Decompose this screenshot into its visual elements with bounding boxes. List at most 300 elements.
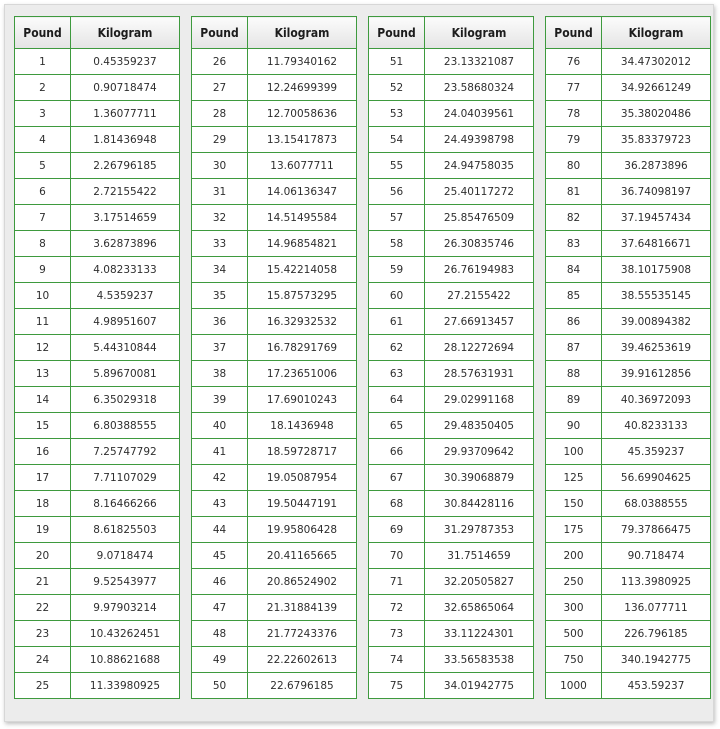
kilogram-cell: 340.1942775 xyxy=(602,647,711,673)
kilogram-cell: 5.44310844 xyxy=(71,335,180,361)
pound-cell: 11 xyxy=(15,309,71,335)
pound-cell: 4 xyxy=(15,127,71,153)
pound-cell: 73 xyxy=(369,621,425,647)
pound-cell: 53 xyxy=(369,101,425,127)
table-row xyxy=(15,465,180,491)
kilogram-cell: 4.98951607 xyxy=(71,309,180,335)
table-row xyxy=(369,153,534,179)
pound-cell: 87 xyxy=(546,335,602,361)
pound-cell: 24 xyxy=(15,647,71,673)
table-row xyxy=(546,387,711,413)
kilogram-cell: 19.95806428 xyxy=(248,517,357,543)
pound-cell: 47 xyxy=(192,595,248,621)
pound-cell: 41 xyxy=(192,439,248,465)
kilogram-cell: 4.08233133 xyxy=(71,257,180,283)
kilogram-cell: 39.91612856 xyxy=(602,361,711,387)
table-row xyxy=(369,387,534,413)
kilogram-cell: 39.00894382 xyxy=(602,309,711,335)
kilogram-cell: 14.51495584 xyxy=(248,205,357,231)
table-row xyxy=(546,75,711,101)
table-row xyxy=(15,49,180,75)
table-row xyxy=(546,413,711,439)
kilogram-cell: 25.85476509 xyxy=(425,205,534,231)
pound-cell: 175 xyxy=(546,517,602,543)
table-row xyxy=(192,205,357,231)
kilogram-cell: 32.65865064 xyxy=(425,595,534,621)
pound-cell: 79 xyxy=(546,127,602,153)
kilogram-cell: 17.69010243 xyxy=(248,387,357,413)
kilogram-cell: 27.66913457 xyxy=(425,309,534,335)
table-row xyxy=(546,257,711,283)
table-row xyxy=(369,257,534,283)
table-row xyxy=(546,595,711,621)
pound-cell: 59 xyxy=(369,257,425,283)
table-row xyxy=(192,569,357,595)
table-row xyxy=(15,439,180,465)
kilogram-cell: 19.50447191 xyxy=(248,491,357,517)
pound-cell: 49 xyxy=(192,647,248,673)
kilogram-cell: 35.38020486 xyxy=(602,101,711,127)
table-row xyxy=(369,231,534,257)
header-row xyxy=(369,17,534,49)
kilogram-cell: 21.31884139 xyxy=(248,595,357,621)
table-row xyxy=(546,283,711,309)
pound-cell: 26 xyxy=(192,49,248,75)
table-row xyxy=(15,257,180,283)
kilogram-cell: 20.41165665 xyxy=(248,543,357,569)
table-row xyxy=(546,205,711,231)
kilogram-cell: 37.64816671 xyxy=(602,231,711,257)
pound-cell: 48 xyxy=(192,621,248,647)
pound-cell: 22 xyxy=(15,595,71,621)
pound-cell: 80 xyxy=(546,153,602,179)
kilogram-cell: 24.49398798 xyxy=(425,127,534,153)
pound-cell: 14 xyxy=(15,387,71,413)
kilogram-cell: 14.06136347 xyxy=(248,179,357,205)
kilogram-cell: 36.2873896 xyxy=(602,153,711,179)
pound-cell: 71 xyxy=(369,569,425,595)
kilogram-cell: 2.26796185 xyxy=(71,153,180,179)
pound-cell: 81 xyxy=(546,179,602,205)
table-row xyxy=(192,127,357,153)
kilogram-cell: 26.76194983 xyxy=(425,257,534,283)
pound-cell: 100 xyxy=(546,439,602,465)
table-row xyxy=(369,101,534,127)
kilogram-cell: 113.3980925 xyxy=(602,569,711,595)
kilogram-cell: 30.84428116 xyxy=(425,491,534,517)
kilogram-column-header: Kilogram xyxy=(248,17,357,49)
conversion-table-block xyxy=(14,16,180,699)
pound-cell: 38 xyxy=(192,361,248,387)
kilogram-cell: 453.59237 xyxy=(602,673,711,699)
kilogram-cell: 90.718474 xyxy=(602,543,711,569)
table-row xyxy=(369,465,534,491)
table-row xyxy=(546,439,711,465)
pound-cell: 43 xyxy=(192,491,248,517)
table-row xyxy=(546,465,711,491)
kilogram-column-header: Kilogram xyxy=(425,17,534,49)
table-row xyxy=(546,127,711,153)
pound-cell: 76 xyxy=(546,49,602,75)
pound-cell: 15 xyxy=(15,413,71,439)
kilogram-cell: 0.90718474 xyxy=(71,75,180,101)
pound-cell: 27 xyxy=(192,75,248,101)
kilogram-cell: 24.04039561 xyxy=(425,101,534,127)
pound-cell: 16 xyxy=(15,439,71,465)
kilogram-cell: 7.71107029 xyxy=(71,465,180,491)
pound-cell: 45 xyxy=(192,543,248,569)
table-row xyxy=(15,127,180,153)
pound-cell: 84 xyxy=(546,257,602,283)
pound-cell: 78 xyxy=(546,101,602,127)
pound-cell: 17 xyxy=(15,465,71,491)
table-row xyxy=(546,543,711,569)
kilogram-cell: 136.077711 xyxy=(602,595,711,621)
kilogram-cell: 14.96854821 xyxy=(248,231,357,257)
pound-cell: 9 xyxy=(15,257,71,283)
table-row xyxy=(15,673,180,699)
table-row xyxy=(192,361,357,387)
kilogram-cell: 8.61825503 xyxy=(71,517,180,543)
kilogram-cell: 3.17514659 xyxy=(71,205,180,231)
pound-cell: 125 xyxy=(546,465,602,491)
pound-cell: 39 xyxy=(192,387,248,413)
pound-cell: 500 xyxy=(546,621,602,647)
table-row xyxy=(369,439,534,465)
kilogram-cell: 34.01942775 xyxy=(425,673,534,699)
pound-column-header: Pound xyxy=(546,17,602,49)
kilogram-cell: 68.0388555 xyxy=(602,491,711,517)
pound-cell: 90 xyxy=(546,413,602,439)
kilogram-cell: 38.55535145 xyxy=(602,283,711,309)
pound-cell: 35 xyxy=(192,283,248,309)
table-row xyxy=(192,101,357,127)
table-row xyxy=(192,465,357,491)
table-row xyxy=(15,543,180,569)
table-row xyxy=(546,309,711,335)
kilogram-cell: 11.79340162 xyxy=(248,49,357,75)
kilogram-cell: 19.05087954 xyxy=(248,465,357,491)
table-row xyxy=(192,413,357,439)
table-row xyxy=(546,647,711,673)
table-row xyxy=(15,179,180,205)
conversion-table-block xyxy=(545,16,711,699)
pound-cell: 34 xyxy=(192,257,248,283)
pound-cell: 44 xyxy=(192,517,248,543)
table-row xyxy=(369,647,534,673)
table-row xyxy=(369,75,534,101)
table-row xyxy=(369,413,534,439)
pound-cell: 68 xyxy=(369,491,425,517)
pound-cell: 66 xyxy=(369,439,425,465)
table-row xyxy=(192,49,357,75)
kilogram-cell: 9.97903214 xyxy=(71,595,180,621)
pound-column-header: Pound xyxy=(192,17,248,49)
table-row xyxy=(15,231,180,257)
kilogram-column-header: Kilogram xyxy=(71,17,180,49)
pound-cell: 70 xyxy=(369,543,425,569)
pound-cell: 60 xyxy=(369,283,425,309)
table-row xyxy=(192,231,357,257)
table-row xyxy=(369,491,534,517)
pound-cell: 54 xyxy=(369,127,425,153)
table-row xyxy=(192,543,357,569)
table-row xyxy=(192,257,357,283)
table-row xyxy=(15,335,180,361)
kilogram-cell: 35.83379723 xyxy=(602,127,711,153)
kilogram-cell: 33.11224301 xyxy=(425,621,534,647)
table-row xyxy=(192,153,357,179)
kilogram-cell: 4.5359237 xyxy=(71,283,180,309)
kilogram-cell: 36.74098197 xyxy=(602,179,711,205)
pound-cell: 77 xyxy=(546,75,602,101)
pound-cell: 63 xyxy=(369,361,425,387)
table-row xyxy=(15,517,180,543)
kilogram-cell: 23.58680324 xyxy=(425,75,534,101)
kilogram-cell: 6.35029318 xyxy=(71,387,180,413)
kilogram-cell: 32.20505827 xyxy=(425,569,534,595)
kilogram-cell: 25.40117272 xyxy=(425,179,534,205)
kilogram-cell: 20.86524902 xyxy=(248,569,357,595)
kilogram-cell: 29.02991168 xyxy=(425,387,534,413)
kilogram-cell: 26.30835746 xyxy=(425,231,534,257)
pound-cell: 89 xyxy=(546,387,602,413)
kilogram-cell: 17.23651006 xyxy=(248,361,357,387)
kilogram-cell: 7.25747792 xyxy=(71,439,180,465)
kilogram-cell: 1.36077711 xyxy=(71,101,180,127)
header-row xyxy=(546,17,711,49)
kilogram-cell: 2.72155422 xyxy=(71,179,180,205)
kilogram-cell: 28.12272694 xyxy=(425,335,534,361)
table-row xyxy=(15,647,180,673)
table-row xyxy=(546,361,711,387)
table-row xyxy=(369,205,534,231)
pound-cell: 1000 xyxy=(546,673,602,699)
pound-cell: 30 xyxy=(192,153,248,179)
table-row xyxy=(369,517,534,543)
kilogram-cell: 10.43262451 xyxy=(71,621,180,647)
table-row xyxy=(192,387,357,413)
table-row xyxy=(369,543,534,569)
kilogram-cell: 15.87573295 xyxy=(248,283,357,309)
table-row xyxy=(369,335,534,361)
pound-cell: 33 xyxy=(192,231,248,257)
table-row xyxy=(369,127,534,153)
pound-cell: 86 xyxy=(546,309,602,335)
pound-cell: 62 xyxy=(369,335,425,361)
kilogram-cell: 13.15417873 xyxy=(248,127,357,153)
pound-column-header: Pound xyxy=(369,17,425,49)
table-row xyxy=(369,179,534,205)
pound-cell: 46 xyxy=(192,569,248,595)
pound-cell: 21 xyxy=(15,569,71,595)
kilogram-cell: 39.46253619 xyxy=(602,335,711,361)
table-row xyxy=(192,179,357,205)
table-row xyxy=(369,309,534,335)
table-row xyxy=(369,49,534,75)
kilogram-cell: 31.7514659 xyxy=(425,543,534,569)
table-row xyxy=(546,335,711,361)
table-row xyxy=(546,101,711,127)
pound-cell: 61 xyxy=(369,309,425,335)
kilogram-cell: 33.56583538 xyxy=(425,647,534,673)
kilogram-cell: 40.36972093 xyxy=(602,387,711,413)
kilogram-cell: 1.81436948 xyxy=(71,127,180,153)
table-row xyxy=(546,49,711,75)
table-row xyxy=(192,335,357,361)
kilogram-cell: 5.89670081 xyxy=(71,361,180,387)
table-row xyxy=(546,569,711,595)
pound-cell: 40 xyxy=(192,413,248,439)
kilogram-cell: 10.88621688 xyxy=(71,647,180,673)
pound-cell: 55 xyxy=(369,153,425,179)
kilogram-cell: 27.2155422 xyxy=(425,283,534,309)
table-row xyxy=(546,673,711,699)
kilogram-cell: 29.48350405 xyxy=(425,413,534,439)
kilogram-cell: 28.57631931 xyxy=(425,361,534,387)
pound-cell: 51 xyxy=(369,49,425,75)
kilogram-cell: 22.6796185 xyxy=(248,673,357,699)
table-row xyxy=(192,621,357,647)
pound-cell: 85 xyxy=(546,283,602,309)
table-row xyxy=(192,439,357,465)
table-row xyxy=(546,491,711,517)
table-row xyxy=(15,387,180,413)
kilogram-cell: 37.19457434 xyxy=(602,205,711,231)
pound-cell: 3 xyxy=(15,101,71,127)
pound-cell: 67 xyxy=(369,465,425,491)
kilogram-cell: 11.33980925 xyxy=(71,673,180,699)
pound-cell: 2 xyxy=(15,75,71,101)
kilogram-cell: 6.80388555 xyxy=(71,413,180,439)
table-row xyxy=(15,569,180,595)
pound-cell: 200 xyxy=(546,543,602,569)
pound-cell: 57 xyxy=(369,205,425,231)
conversion-table-block xyxy=(368,16,534,699)
table-row xyxy=(15,153,180,179)
table-row xyxy=(369,361,534,387)
table-row xyxy=(15,205,180,231)
kilogram-cell: 34.47302012 xyxy=(602,49,711,75)
pound-column-header: Pound xyxy=(15,17,71,49)
table-row xyxy=(369,621,534,647)
pound-cell: 69 xyxy=(369,517,425,543)
table-row xyxy=(192,75,357,101)
pound-cell: 150 xyxy=(546,491,602,517)
pound-cell: 8 xyxy=(15,231,71,257)
kilogram-cell: 16.78291769 xyxy=(248,335,357,361)
table-row xyxy=(192,491,357,517)
kilogram-cell: 23.13321087 xyxy=(425,49,534,75)
pound-cell: 36 xyxy=(192,309,248,335)
kilogram-cell: 15.42214058 xyxy=(248,257,357,283)
pound-cell: 29 xyxy=(192,127,248,153)
table-row xyxy=(546,153,711,179)
pound-cell: 58 xyxy=(369,231,425,257)
kilogram-cell: 226.796185 xyxy=(602,621,711,647)
conversion-table-blocks xyxy=(14,16,711,699)
kilogram-cell: 13.6077711 xyxy=(248,153,357,179)
pound-cell: 52 xyxy=(369,75,425,101)
kilogram-cell: 18.1436948 xyxy=(248,413,357,439)
pound-cell: 23 xyxy=(15,621,71,647)
pound-cell: 31 xyxy=(192,179,248,205)
table-row xyxy=(369,595,534,621)
kilogram-cell: 79.37866475 xyxy=(602,517,711,543)
pound-cell: 83 xyxy=(546,231,602,257)
pound-cell: 64 xyxy=(369,387,425,413)
table-row xyxy=(546,517,711,543)
pound-cell: 750 xyxy=(546,647,602,673)
kilogram-cell: 22.22602613 xyxy=(248,647,357,673)
pound-cell: 74 xyxy=(369,647,425,673)
pound-cell: 65 xyxy=(369,413,425,439)
kilogram-cell: 56.69904625 xyxy=(602,465,711,491)
kilogram-cell: 9.0718474 xyxy=(71,543,180,569)
pound-cell: 75 xyxy=(369,673,425,699)
pound-cell: 72 xyxy=(369,595,425,621)
kilogram-cell: 45.359237 xyxy=(602,439,711,465)
pound-cell: 18 xyxy=(15,491,71,517)
pound-cell: 5 xyxy=(15,153,71,179)
kilogram-cell: 30.39068879 xyxy=(425,465,534,491)
pound-cell: 25 xyxy=(15,673,71,699)
table-row xyxy=(15,621,180,647)
table-row xyxy=(369,569,534,595)
conversion-table-frame xyxy=(4,4,714,722)
conversion-table-block xyxy=(191,16,357,699)
table-row xyxy=(15,101,180,127)
kilogram-cell: 3.62873896 xyxy=(71,231,180,257)
table-row xyxy=(15,595,180,621)
pound-cell: 82 xyxy=(546,205,602,231)
table-row xyxy=(192,595,357,621)
header-row xyxy=(15,17,180,49)
kilogram-cell: 0.45359237 xyxy=(71,49,180,75)
table-row xyxy=(192,517,357,543)
kilogram-cell: 8.16466266 xyxy=(71,491,180,517)
table-row xyxy=(15,75,180,101)
kilogram-cell: 21.77243376 xyxy=(248,621,357,647)
kilogram-cell: 18.59728717 xyxy=(248,439,357,465)
pound-cell: 7 xyxy=(15,205,71,231)
pound-cell: 20 xyxy=(15,543,71,569)
kilogram-cell: 40.8233133 xyxy=(602,413,711,439)
kilogram-cell: 24.94758035 xyxy=(425,153,534,179)
table-row xyxy=(15,491,180,517)
pound-cell: 13 xyxy=(15,361,71,387)
table-row xyxy=(15,283,180,309)
kilogram-cell: 9.52543977 xyxy=(71,569,180,595)
table-row xyxy=(192,647,357,673)
pound-cell: 300 xyxy=(546,595,602,621)
table-row xyxy=(369,673,534,699)
pound-cell: 10 xyxy=(15,283,71,309)
table-row xyxy=(369,283,534,309)
table-row xyxy=(15,309,180,335)
kilogram-cell: 12.24699399 xyxy=(248,75,357,101)
kilogram-column-header: Kilogram xyxy=(602,17,711,49)
table-row xyxy=(15,413,180,439)
table-row xyxy=(546,179,711,205)
kilogram-cell: 34.92661249 xyxy=(602,75,711,101)
pound-cell: 12 xyxy=(15,335,71,361)
kilogram-cell: 29.93709642 xyxy=(425,439,534,465)
pound-cell: 42 xyxy=(192,465,248,491)
kilogram-cell: 31.29787353 xyxy=(425,517,534,543)
kilogram-cell: 16.32932532 xyxy=(248,309,357,335)
pound-cell: 32 xyxy=(192,205,248,231)
